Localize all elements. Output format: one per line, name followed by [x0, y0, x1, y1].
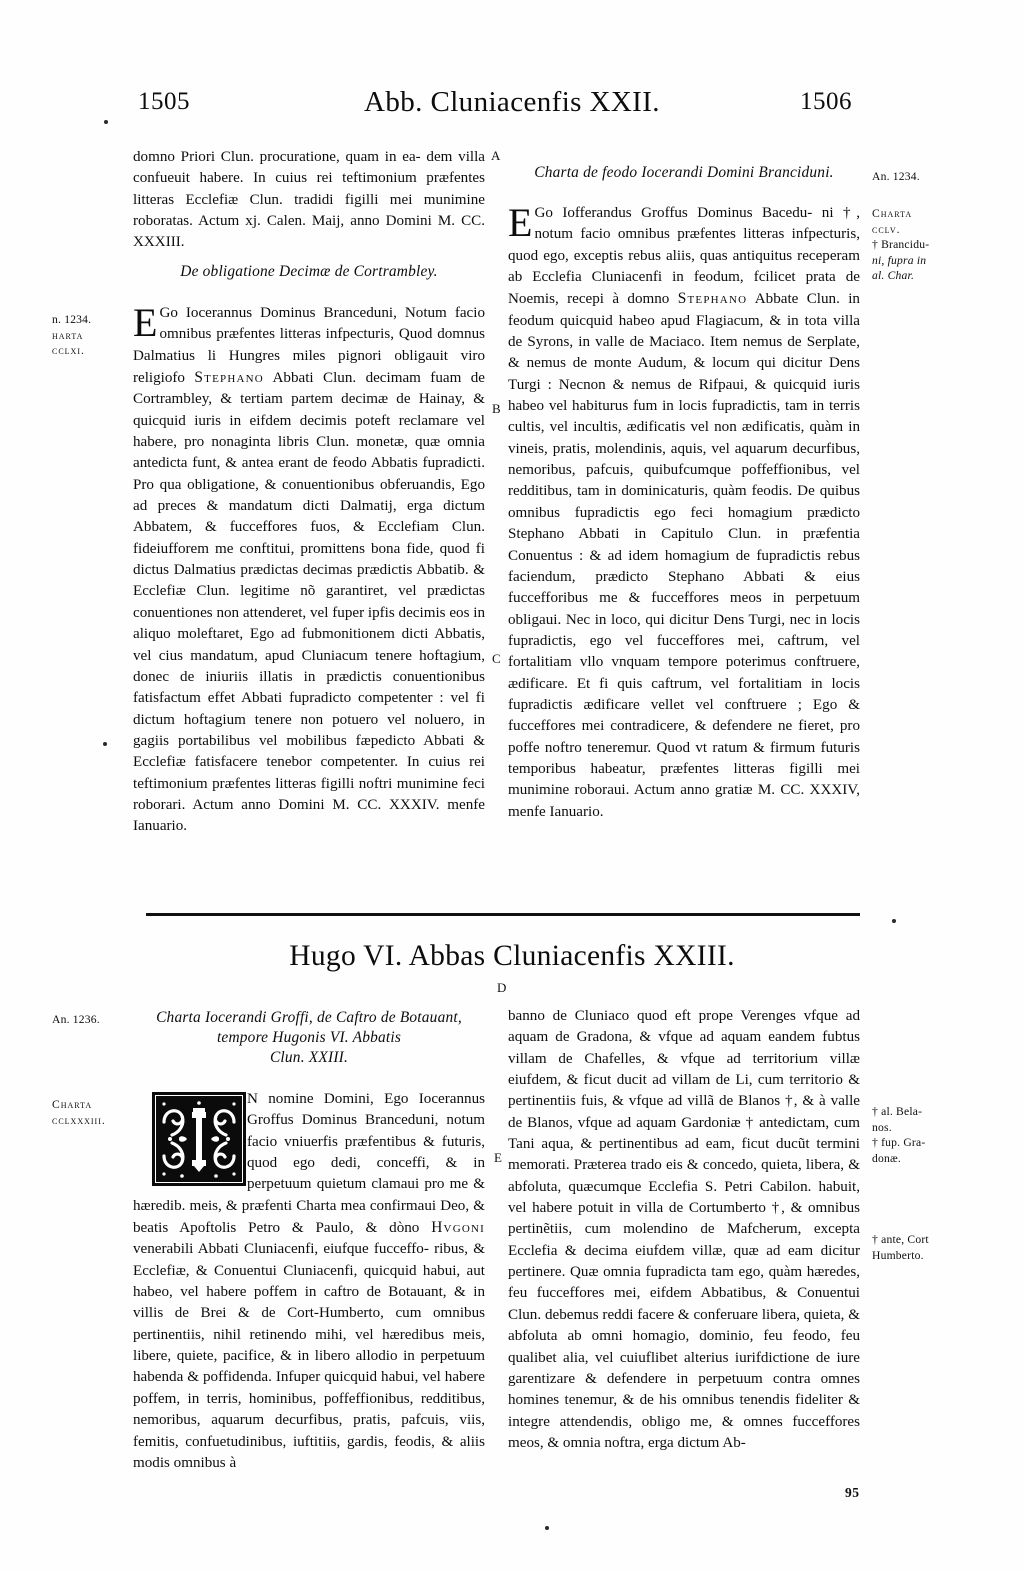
column-marker-c: C — [492, 651, 501, 666]
folio-number-right: 1506 — [800, 88, 852, 115]
lower-right-column — [508, 1006, 860, 1454]
margin-year-upper-right-wrap — [872, 169, 964, 185]
folio-number-left: 1505 — [138, 88, 190, 115]
margin-charta-upper-right: Charta — [872, 207, 913, 220]
running-head-title: Abb. Cluniacenfis XXII. — [364, 86, 660, 118]
upper-right-paragraph — [508, 200, 860, 823]
margin-footnote-lower-right-1-line2: nos. — [872, 1120, 892, 1134]
lower-left-body-text: venerabili Abbati Cluniacenfi, eiufque fucceffo- ribus, & Ecclefiæ, & Conuentui Cluniacenfi, quicquid habui, aut habeo, vel habere poffem in caftro de Botauant, & in villis de Brei & de Cort-Humberto, cum omnibus pertinentiis, nihil retinendo mihi, vel hæredibus meis, libere, quiete, pacifice, & in libero allodio in perpetuum habenda & poffidenda. Infuper quicquid habui, vel habere poffem, in terris, hominibus, poffeffionibus, redditibus, nemoribus, aquarum decurfibus, pratis, pafcuis, viis, femitis, confuetudinibus, iuftitiis, gardis, feodis, & aliis modis omnibus à — [133, 1241, 485, 1471]
upper-right-column — [508, 200, 860, 823]
charter-head-text: Go Iocerannus Dominus Branceduni, Notum facio omnibus præfentes litteras infpecturis, Quod domnus Dalmatius li Hungres miles pignori obligauit viro religiofo — [133, 305, 485, 387]
initial-text-wrap-spacer — [133, 1089, 247, 1187]
margin-charta-number-lower-left: cclxxxiii. — [52, 1113, 106, 1127]
lower-left-smallcaps-hugoni: Hvgoni — [431, 1219, 485, 1237]
charter-smallcaps-stephano: Stephano — [194, 369, 264, 387]
margin-charta-lower-left: Charta — [52, 1098, 93, 1111]
margin-footnote-lower-right-3 — [872, 1232, 964, 1263]
upper-right-body-text: Abbate Clun. in feodum quicquid habeo apud Flagiacum, & in tota villa de Syrons, in valle de Maciaco. Item nemus de Serplate, & nemus de monte Audum, & locum qui dicitur Dens Turgi : Necnon & nemus de Rifpaui, & quicquid iuris habeo vel habiturus fum in locis fupradictis, tam in terris cultis, vel incultis, ædificatis vel non ædificatis, quàm in vineis, pratis, molendinis, aquis, vel aquarum decurfibus, nemoribus, pafcuis, quibufcumque poffeffionibus, vel redditibus, tam in dominicaturis, quàm feodis. De quibus omnibus fupradictis ego feci homagium prædicto Stephano Abbati in Capitulo Clun. in præfentia Conuentus : & ad idem homagium de fupradictis rebus faciendum, prædicto Stephano Abbati & eius fuccefforibus me & fucceffores meos in perpetuum obligaui. Nec in loco, qui dicitur Dens Turgi, nec in locis fupradictis, ego vel fucceffores mei, caftrum, vel fortalitiam vllo vnquam tempore poterimus conftruere, ædificare. Et fi quis caftrum, vel fortalitiam in locis fupradictis ædificare vellet vel conftruere ; Ego & fucceffores mei contradicere, & defendere ne fieret, pro poffe noftro teneremur. Quod vt ratum & firmum futuris temporibus habeatur, præfentes litteras figilli mei munimine roboraui. Actum anno gratiæ M. CC. XXXIV, menfe Ianuario. — [508, 291, 860, 820]
column-marker-a: A — [491, 148, 501, 163]
upper-left-column-charter — [133, 300, 485, 838]
lower-left-section-title-line3: Clun. XXIII. — [269, 1049, 349, 1066]
margin-footnote-upper-right-line3: al. Char. — [872, 269, 915, 283]
upper-left-section-title: De obligatione Decimæ de Cortrambley. — [180, 263, 438, 280]
lower-left-head-text: N nomine Domini, Ego Iocerannus Groffus Dominus Branceduni, notum facio vniuerfis præfentibus & futuris, quod ego dedi, conceffi, & in perpetuum quietum clamaui pro me & hæredib. meis, & præfenti Charta mea confirmaui Deo, & beatis Apoftolis Petro & Paulo, & dòno — [133, 1091, 485, 1237]
upper-right-section-title: Charta de feodo Iocerandi Domini Branciduni. — [534, 164, 834, 181]
margin-footnote-lower-right-2-line1: † fup. Gra- — [872, 1136, 926, 1150]
continuation-paragraph: domno Priori Clun. procuratione, quam in ea- dem villa confueuit habere. In cuius rei teftimonium præfentes litteras Ecclefiæ Clun. tradidi figilli mei munimine roboratas. Actum xj. Calen. Maij, anno Domini M. CC. XXXIII. — [133, 149, 485, 251]
margin-charta-number-upper-right: cclv. — [872, 222, 901, 236]
lower-left-column — [133, 1089, 485, 1474]
lower-right-paragraph: banno de Cluniaco quod eft prope Verenges vfque ad aquam de Gradona, & vfque ad aquam eandem fubtus villam de Chafelles, & vfque ad territorium villæ eiufdem, & ficut ducit ad villam de Li, cum territorio & pertinentiis fuis, & vfque ad villã de Blanos †, & à valle de Blanos, vfque ad aquam Gardoniæ † antedictam, cum Tani aqua, & pertinentibus ad eam, ficut ducũt termini memorati. Præterea trado eis & concedo, quieta, libera, & abfoluta, quæcumque Ecclefia S. Petri Cabilon. habuit, vel habere potuit in villa de Cortumberto †, & omnibus pertinẽtiis, cum molendino de Mafcherum, excepta Ecclefia & decima eiufdem villæ, quæ ad eam dicitur pertinere. Quæ omnia fupradicta tam ego, quàm hæredes, feu fucceffores mei, eifdem Abbatibus, & Conuentui Clun. debemus reddi facere & conferuare libera, quieta, & abfoluta ab omni homagio, dominio, feu feodo, feu qualibet alia, vel cuiuflibet alterius iurifdictione de iure garentizare & defendere in perpetuum contra omnes homines tenemur, & de his omnibus tenendis fideliter & integre attendendis, obligo me, & omnes fucceffores meos, & omnia noftra, erga dictum Ab- — [508, 1008, 860, 1451]
margin-year-lower-left-wrap — [52, 1012, 130, 1028]
page-signature: 95 — [845, 1485, 860, 1500]
margin-footnote-lower-right-2-line2: donæ. — [872, 1151, 902, 1165]
lower-left-section-title-line1: Charta Iocerandi Groffi, de Caftro de Botauant, — [156, 1009, 462, 1026]
upper-right-head-text: Go Iofferandus Groffus Dominus Bacedu- ni †, notum facio omnibus præfentes litteras infpecturis, quod ego, exceptis rebus aliis, quas antiquitus receperam ab Ecclefia Cluniacenfi in feodum, fcilicet prata de Noemis, recepi à domno — [508, 205, 860, 308]
margin-footnote-lower-right-3-line1: † ante, Cort — [872, 1233, 929, 1246]
charter-body-text: Abbati Clun. decimam fuam de Cortrambley, & tertiam partem decimæ de Hainay, & quicquid iuris in eifdem decimis poteft reclamare vel habere, pro nonaginta libris Clun. monetæ, quæ omnia antedicta funt, & antea erant de feodo Abbatis fupradicti. Pro qua obligatione, & conuentionibus obferuandis, Ego ad preces & mandatum dicti Dalmatij, erga dictum Abbatem, & fucceffores fuos, & Ecclefiam Clun. fideiufforem me conftitui, promittens bona fide, quod fi dictus Dalmatius prædictas decimas prædictis Abbatib. & Ecclefiæ Clun. legitime nõ garantiret, vel prædictas conuentiones non attenderet, vel fuper ipfis decimis eos in aliquo moleftaret, Ego ad fubmonitionem dicti Abbatis, vel cius mandatum, apud Cluniacum tenere hoftagium, donec de iniuriis illatis in prædictis conuentionibus fatisfactum effet Abbati fupradicto competenter : vel fi dictum hoftagium tenere non potuero vel noluero, in gagiis portabilibus vel mobilibus fæpedicto Abbati & Ecclefiæ fatisfacere tenebor competenter. In cuius rei teftimonium præfentes litteras figilli noftri munimine feci roborari. Actum anno Domini M. CC. XXXIV. menfe Ianuario. — [133, 370, 485, 835]
running-head — [0, 88, 1024, 128]
margin-charta-number-upper-left: cclxi. — [52, 344, 85, 358]
margin-footnote-upper-right-line1: † Brancidu- — [872, 238, 930, 252]
margin-year-upper-right: An. 1234. — [872, 170, 920, 183]
drop-cap-e-upper-right: E — [508, 200, 533, 245]
margin-note-left-upper — [52, 312, 130, 359]
upper-right-smallcaps-stephano: Stephano — [677, 290, 748, 308]
margin-footnote-lower-right-1 — [872, 1104, 964, 1166]
column-marker-d: D — [497, 980, 507, 995]
margin-footnote-lower-right-1-line1: † al. Bela- — [872, 1105, 923, 1118]
margin-year-upper-left: n. 1234. — [52, 313, 92, 326]
margin-footnote-upper-right-line2: ni, fupra in — [872, 253, 927, 267]
margin-note-right-upper — [872, 206, 964, 284]
scan-speck — [545, 1526, 549, 1530]
margin-year-lower-left: An. 1236. — [52, 1013, 100, 1026]
scan-speck — [892, 919, 896, 923]
scan-speck — [104, 120, 108, 124]
drop-cap-e-upper-left: E — [133, 300, 158, 345]
charter-paragraph — [133, 300, 485, 838]
column-marker-e: E — [494, 1150, 502, 1165]
lower-left-section-title — [133, 1008, 485, 1068]
upper-left-column-continuation — [133, 147, 485, 254]
column-marker-b: B — [492, 401, 501, 416]
scan-speck — [103, 742, 107, 746]
chapter-heading: Hugo VI. Abbas Cluniacenfis XXIII. — [289, 940, 735, 972]
margin-note-left-lower — [52, 1097, 130, 1128]
margin-footnote-lower-right-3-line2: Humberto. — [872, 1248, 924, 1262]
lower-left-paragraph — [133, 1089, 485, 1474]
margin-charta-upper-left: harta — [52, 328, 84, 342]
section-divider-rule — [146, 913, 860, 916]
lower-left-section-title-line2: tempore Hugonis VI. Abbatis — [216, 1029, 402, 1046]
